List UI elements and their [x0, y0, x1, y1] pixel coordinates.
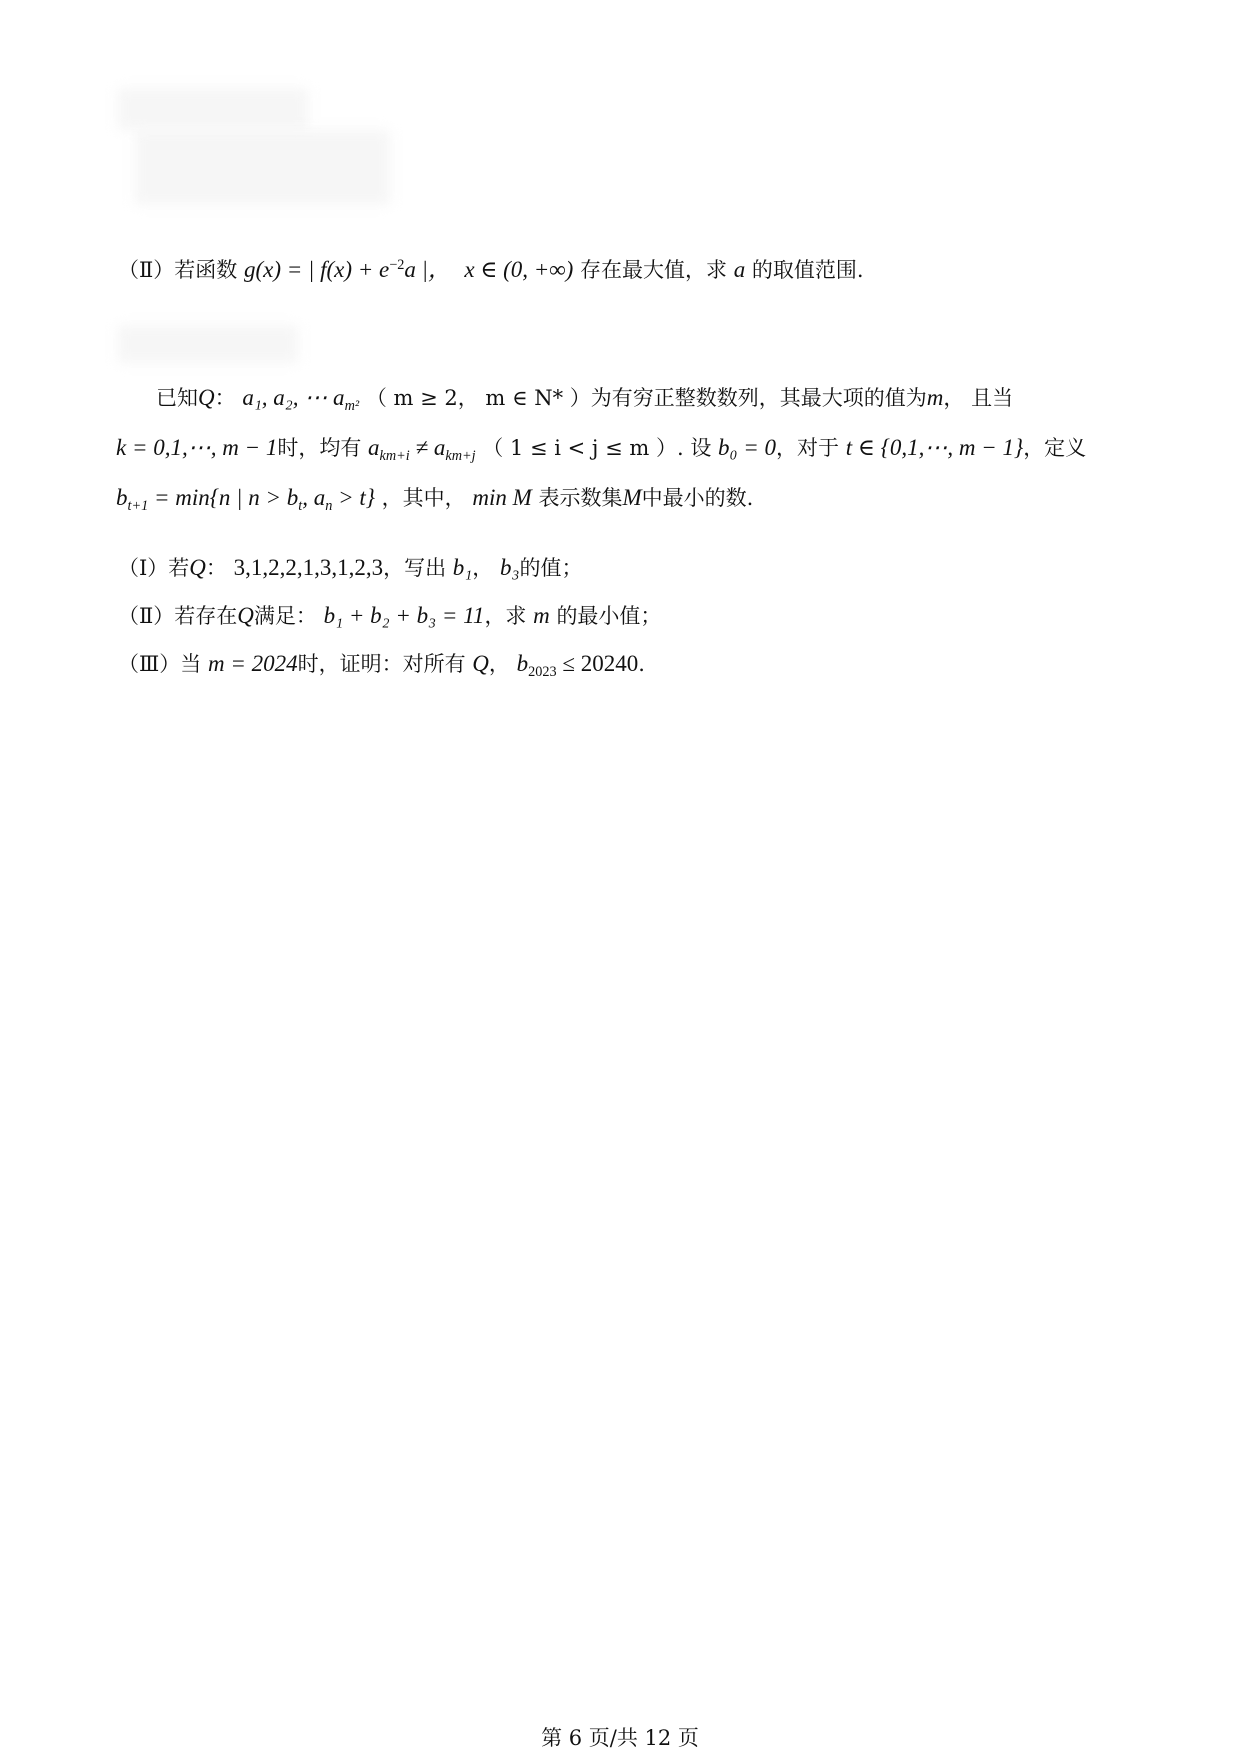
scan-smudge-2	[135, 130, 390, 205]
problem-line-3: $b_{t+1} = \min\{n$ | $n > b_t$, $a_n > t$} ，其中， min M 表示数集M中最小的数.	[116, 485, 754, 514]
scan-smudge-1	[118, 88, 308, 130]
problem-line-1: 已知Q： a₁, a₂, ⋯ $a_{m^2}$ （ m ≥ 2， m ∈ N* ）为有穷正整数数列，其最大项的值为m， 且当	[156, 385, 1014, 414]
scan-smudge-3	[118, 325, 298, 363]
part-III: （Ⅲ）当 m = 2024时，证明：对所有 Q， $b_{2023} \le 20240$.	[118, 651, 645, 680]
page-number: 第 6 页/共 12 页	[541, 1726, 699, 1750]
problem-line-2: k = 0,1,⋯, m − 1时，均有 $a_{km+i} \ne a_{km+j}$ （ 1 ≤ i < j ≤ m ）. 设 b₀ = 0，对于 t ∈ {0,1,⋯, m − 1}，定义	[116, 435, 1087, 464]
part-II: （Ⅱ）若存在Q满足： b₁ + b₂ + b₃ = 11，求 m 的最小值；	[118, 603, 662, 628]
part-I: （Ⅰ）若Q： 3,1,2,2,1,3,1,2,3，写出 b₁， b₃的值；	[118, 555, 583, 580]
prev-part-II: （Ⅱ）若函数 g(x) = | $f(x) + e^{-2}a$ |， x ∈ (0, +∞) 存在最大值，求 a 的取值范围.	[118, 257, 864, 282]
